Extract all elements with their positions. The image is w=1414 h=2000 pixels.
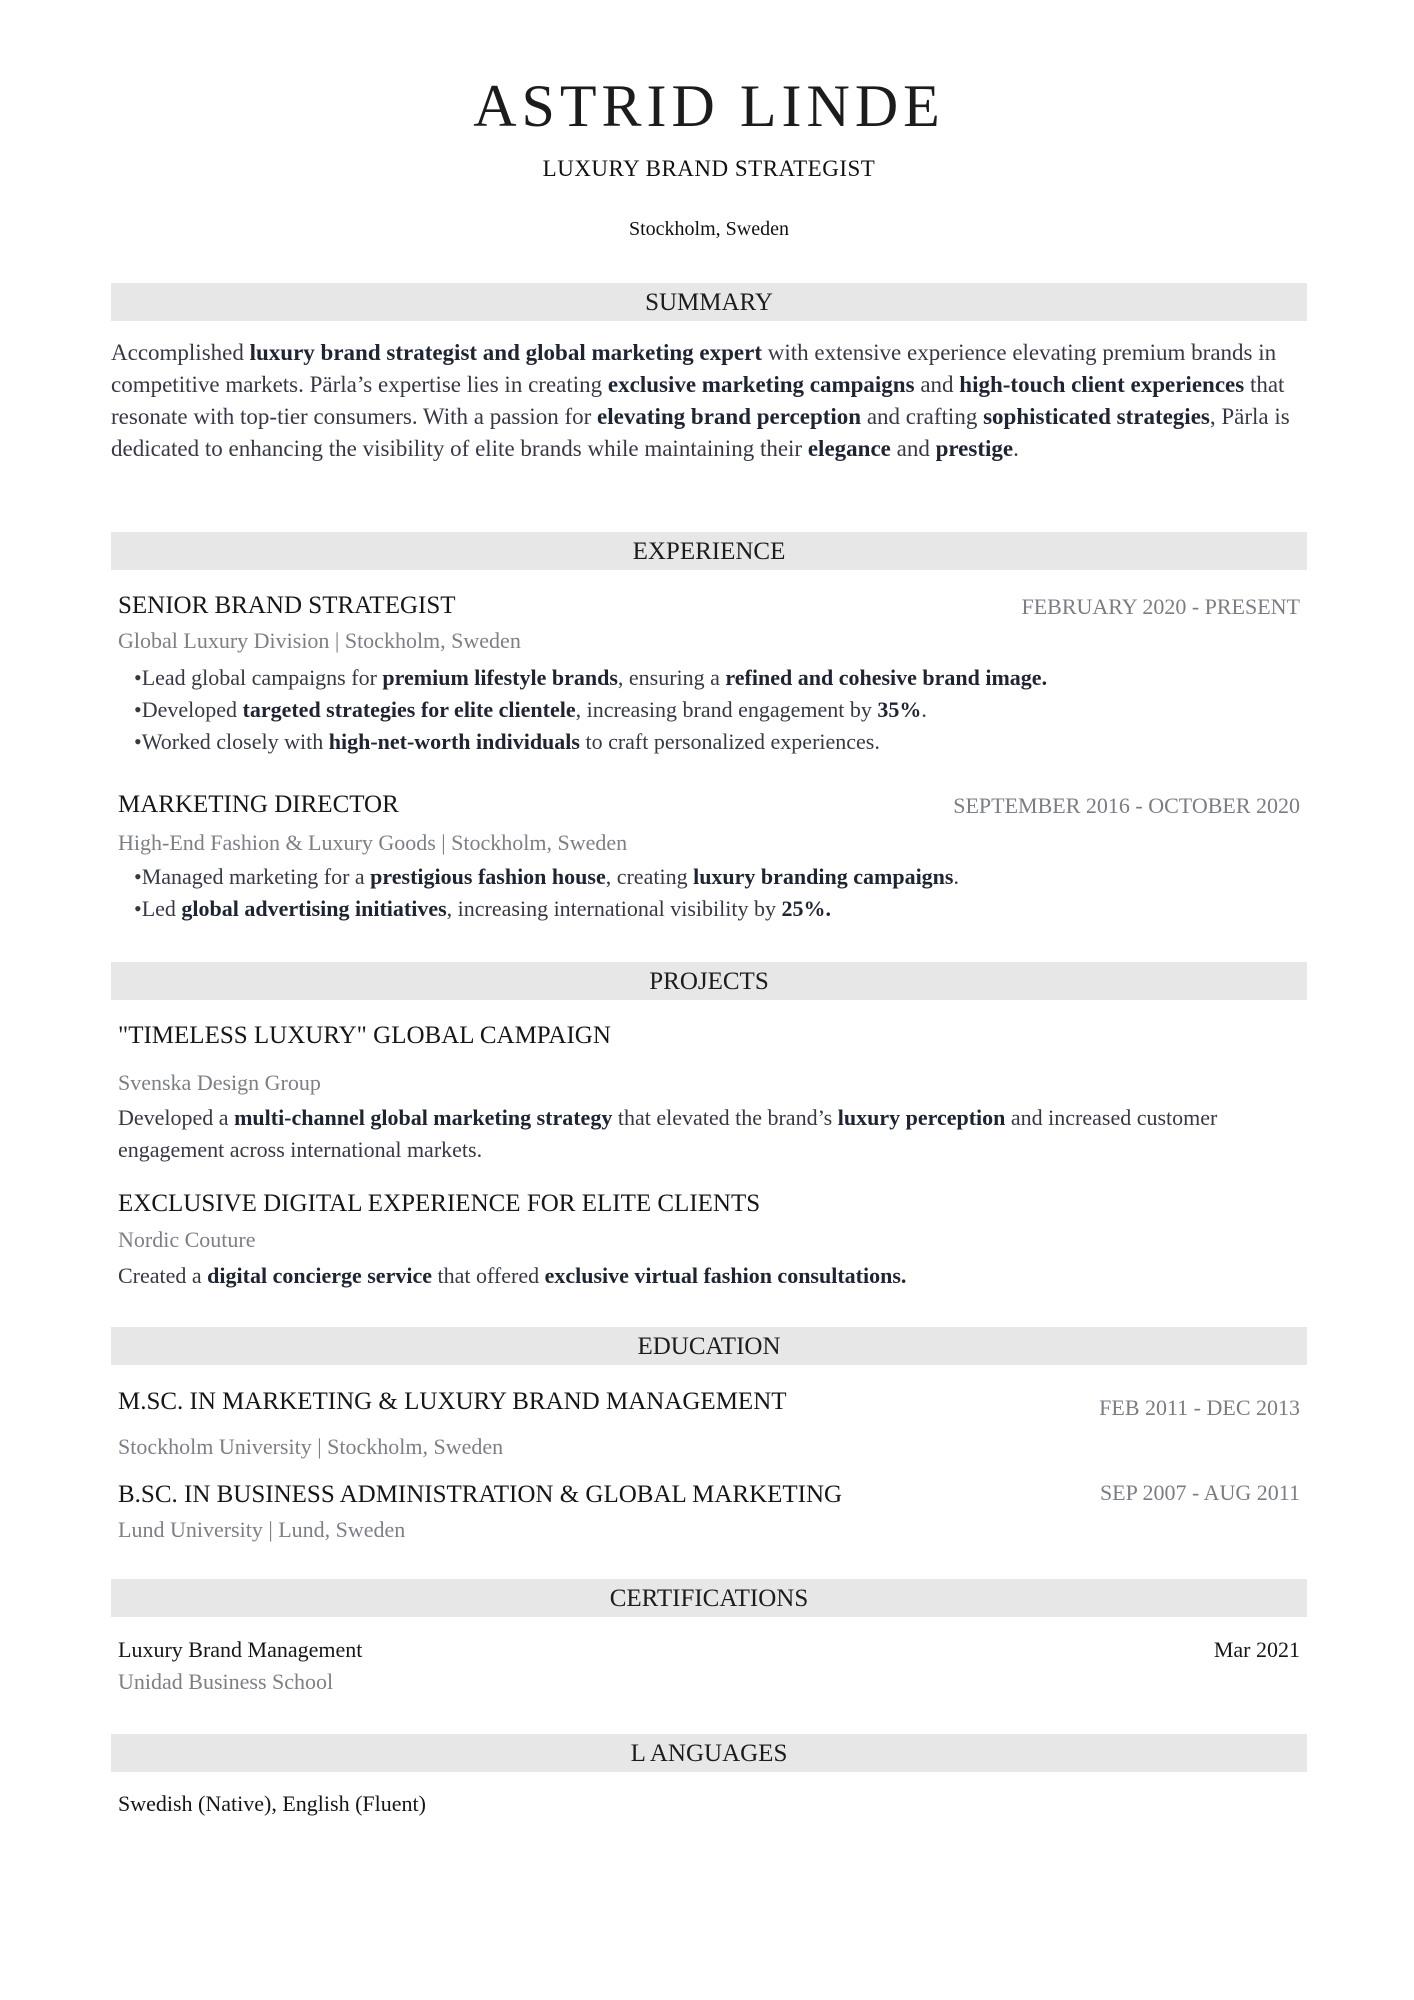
job-title: MARKETING DIRECTOR [118, 791, 399, 818]
certification-date: Mar 2021 [1213, 1637, 1300, 1662]
job-bullet: •Managed marketing for a prestigious fashion house, creating luxury branding campaigns. [134, 864, 959, 889]
section-header-experience: EXPERIENCE [111, 532, 1307, 570]
emphasis-text: sophisticated strategies [983, 404, 1210, 429]
emphasis-text: 25%. [781, 896, 831, 921]
emphasis-text: luxury perception [837, 1105, 1006, 1130]
section-header-summary: SUMMARY [111, 283, 1307, 321]
project-description: Developed a multi-channel global marketing strategy that elevated the brand’s luxury perception and increased customer engagement across international markets. [118, 1105, 1218, 1162]
project-title: EXCLUSIVE DIGITAL EXPERIENCE FOR ELITE CLIENTS [118, 1190, 761, 1217]
section-header-certifications: CERTIFICATIONS [111, 1579, 1307, 1617]
job-organization: High-End Fashion & Luxury Goods | Stockholm, Sweden [118, 830, 628, 855]
section-header-projects: PROJECTS [111, 962, 1307, 1000]
job-bullet: •Worked closely with high-net-worth individuals to craft personalized experiences. [134, 729, 880, 754]
candidate-title: LUXURY BRAND STRATEGIST [542, 156, 876, 181]
emphasis-text: exclusive virtual fashion consultations. [544, 1263, 907, 1288]
emphasis-text: global advertising initiatives [181, 896, 447, 921]
job-bullets [134, 861, 1294, 925]
emphasis-text: elevating brand perception [597, 404, 862, 429]
job-dates: SEPTEMBER 2016 - OCTOBER 2020 [953, 793, 1300, 818]
job-bullet: •Lead global campaigns for premium lifestyle brands, ensuring a refined and cohesive brand image. [134, 665, 1048, 690]
emphasis-text: high-net-worth individuals [328, 729, 580, 754]
job-bullets [134, 662, 1294, 758]
section-header-education: EDUCATION [111, 1327, 1307, 1365]
emphasis-text: luxury branding campaigns [693, 864, 954, 889]
project-organization: Nordic Couture [118, 1227, 256, 1252]
emphasis-text: premium lifestyle brands [382, 665, 618, 690]
languages-list: Swedish (Native), English (Fluent) [118, 1791, 426, 1816]
emphasis-text: prestige [935, 436, 1014, 461]
emphasis-text: refined and cohesive brand image. [725, 665, 1048, 690]
degree-school: Lund University | Lund, Sweden [118, 1517, 406, 1542]
job-bullet: •Led global advertising initiatives, increasing international visibility by 25%. [134, 896, 831, 921]
job-title: SENIOR BRAND STRATEGIST [118, 592, 456, 619]
section-header-languages: L ANGUAGES [111, 1734, 1307, 1772]
summary-paragraph: Accomplished luxury brand strategist and global marketing expert with extensive experience elevating premium brands in competitive markets. Pärla’s expertise lies in creating exclusive marketing campaigns and high-touch client experiences that resonate with top-tier consumers. With a passion for elevating brand perception and crafting sophisticated strategies, Pärla is dedicated to enhancing the visibility of elite brands while maintaining their elegance and prestige. [111, 340, 1290, 461]
emphasis-text: exclusive marketing campaigns [607, 372, 915, 397]
degree-dates: FEB 2011 - DEC 2013 [1099, 1395, 1300, 1420]
certification-issuer: Unidad Business School [118, 1669, 334, 1694]
project-organization: Svenska Design Group [118, 1070, 321, 1095]
emphasis-text: prestigious fashion house [370, 864, 606, 889]
project-title: "TIMELESS LUXURY" GLOBAL CAMPAIGN [118, 1022, 611, 1049]
candidate-location: Stockholm, Sweden [629, 218, 789, 240]
job-organization: Global Luxury Division | Stockholm, Sweden [118, 628, 521, 653]
degree-title: B.SC. IN BUSINESS ADMINISTRATION & GLOBAL MARKETING [118, 1481, 843, 1508]
job-bullet: •Developed targeted strategies for elite clientele, increasing brand engagement by 35%. [134, 697, 927, 722]
emphasis-text: luxury brand strategist and global marketing expert [249, 340, 762, 365]
degree-dates: SEP 2007 - AUG 2011 [1099, 1480, 1300, 1505]
degree-title: M.SC. IN MARKETING & LUXURY BRAND MANAGEMENT [118, 1388, 787, 1415]
candidate-name: ASTRID LINDE [473, 73, 945, 139]
degree-school: Stockholm University | Stockholm, Sweden [118, 1434, 504, 1459]
emphasis-text: elegance [807, 436, 891, 461]
certification-name: Luxury Brand Management [118, 1637, 363, 1662]
emphasis-text: multi-channel global marketing strategy [234, 1105, 613, 1130]
emphasis-text: high-touch client experiences [959, 372, 1245, 397]
emphasis-text: 35% [877, 697, 922, 722]
project-description: Created a digital concierge service that offered exclusive virtual fashion consultations. [118, 1263, 907, 1288]
job-dates: FEBRUARY 2020 - PRESENT [1021, 594, 1300, 619]
emphasis-text: digital concierge service [207, 1263, 432, 1288]
emphasis-text: targeted strategies for elite clientele [242, 697, 576, 722]
